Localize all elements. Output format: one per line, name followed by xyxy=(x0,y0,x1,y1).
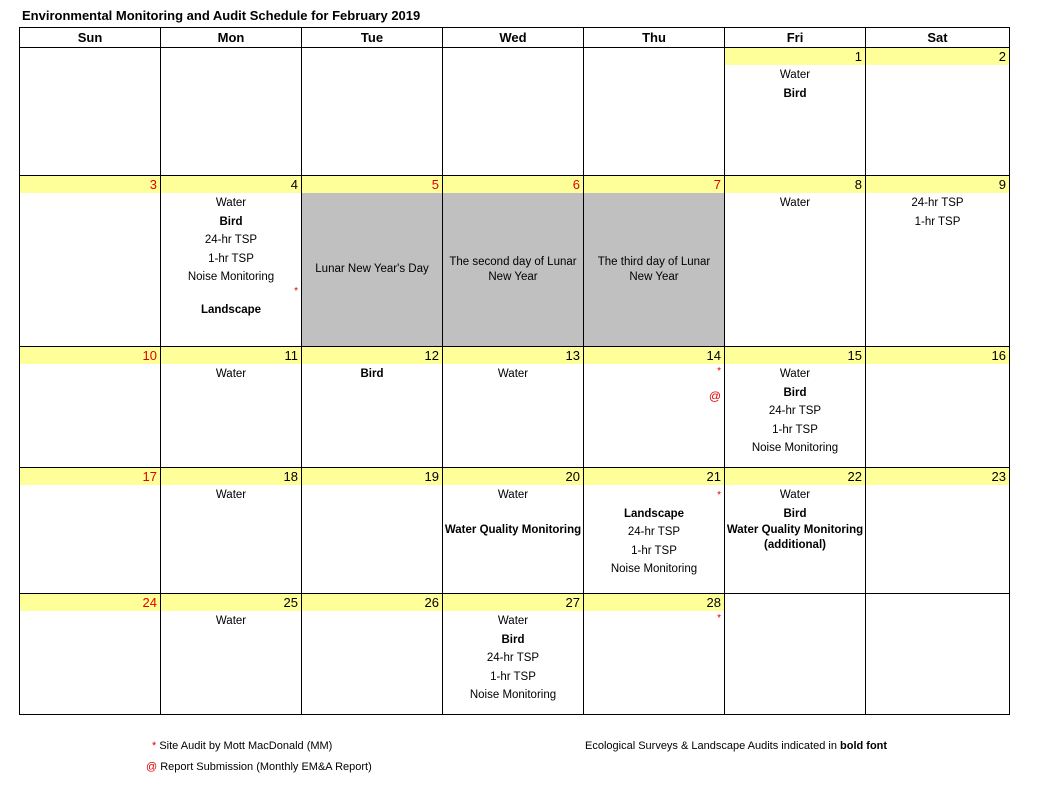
day-cell xyxy=(161,594,302,715)
event-list xyxy=(725,65,865,103)
day-number: 12 xyxy=(302,347,442,364)
event-item: Water xyxy=(497,489,529,501)
event-item: Bird xyxy=(783,386,807,399)
day-cell xyxy=(302,48,443,176)
day-cell xyxy=(584,468,725,594)
weekday-fri: Fri xyxy=(725,28,866,48)
day-number: 23 xyxy=(866,468,1009,485)
day-number: 8 xyxy=(725,176,865,193)
event-list xyxy=(866,193,1009,231)
day-number: 20 xyxy=(443,468,583,485)
page-title: Environmental Monitoring and Audit Schedule for February 2019 xyxy=(22,8,421,23)
event-list xyxy=(725,485,865,553)
day-cell xyxy=(443,468,584,594)
day-cell xyxy=(725,594,866,715)
day-number: 28 xyxy=(584,594,724,611)
weekday-thu: Thu xyxy=(584,28,725,48)
day-number: 11 xyxy=(161,347,301,364)
event-item: 1-hr TSP xyxy=(914,215,961,228)
weekday-sat: Sat xyxy=(866,28,1010,48)
day-number: 22 xyxy=(725,468,865,485)
day-number: 1 xyxy=(725,48,865,65)
week-row xyxy=(20,176,1010,347)
event-item: Noise Monitoring xyxy=(751,442,839,454)
holiday-text: Lunar New Year's Day xyxy=(315,263,429,275)
day-number: 9 xyxy=(866,176,1009,193)
day-number: 14 xyxy=(584,347,724,364)
event-item: Noise Monitoring xyxy=(610,563,698,575)
event-list xyxy=(161,193,301,319)
day-cell xyxy=(302,176,443,347)
day-number: 2 xyxy=(866,48,1009,65)
day-cell xyxy=(725,468,866,594)
event-list xyxy=(725,364,865,458)
event-item: Bird xyxy=(219,215,243,228)
day-number: 6 xyxy=(443,176,583,193)
day-cell xyxy=(443,347,584,468)
event-list xyxy=(443,364,583,384)
legend-site-audit-text: Site Audit by Mott MacDonald (MM) xyxy=(159,740,333,752)
legend-site-audit xyxy=(152,740,332,752)
day-number: 4 xyxy=(161,176,301,193)
event-item: Water xyxy=(215,615,247,627)
at-sign-icon: @ xyxy=(708,389,721,403)
event-item: Noise Monitoring xyxy=(187,271,275,283)
day-cell xyxy=(584,48,725,176)
holiday-label xyxy=(302,193,442,346)
event-item: 1-hr TSP xyxy=(772,423,818,436)
weekday-tue: Tue xyxy=(302,28,443,48)
week-row xyxy=(20,594,1010,715)
asterisk-icon: * xyxy=(294,286,298,297)
at-sign-icon: @ xyxy=(146,761,158,773)
day-number: 26 xyxy=(302,594,442,611)
day-number: 10 xyxy=(20,347,160,364)
day-cell xyxy=(20,347,161,468)
holiday-text: The second day of Lunar New Year xyxy=(449,255,577,283)
legend-report-submission xyxy=(146,761,372,773)
day-number: 25 xyxy=(161,594,301,611)
event-item: Water xyxy=(497,368,529,380)
event-list xyxy=(302,364,442,384)
day-number: 27 xyxy=(443,594,583,611)
day-number: 13 xyxy=(443,347,583,364)
day-cell xyxy=(302,468,443,594)
day-number: 16 xyxy=(866,347,1009,364)
weekday-sun: Sun xyxy=(20,28,161,48)
day-cell xyxy=(20,468,161,594)
event-item: 24-hr TSP xyxy=(204,234,258,246)
event-item: 24-hr TSP xyxy=(486,652,540,664)
asterisk-icon: * xyxy=(717,490,721,501)
event-item: 24-hr TSP xyxy=(627,526,681,538)
day-cell xyxy=(20,176,161,347)
weekday-wed: Wed xyxy=(443,28,584,48)
week-row xyxy=(20,347,1010,468)
day-cell xyxy=(20,48,161,176)
day-number: 18 xyxy=(161,468,301,485)
asterisk-icon: * xyxy=(152,740,157,752)
event-list xyxy=(443,611,583,705)
event-item: Water xyxy=(779,69,811,81)
day-cell xyxy=(866,48,1010,176)
day-number: 5 xyxy=(302,176,442,193)
holiday-label xyxy=(443,193,583,346)
day-number: 7 xyxy=(584,176,724,193)
event-item: Landscape xyxy=(200,303,262,316)
event-item: Water Quality Monitoring xyxy=(444,524,582,536)
event-item: Water Quality Monitoring (additional) xyxy=(726,524,864,551)
day-cell xyxy=(725,48,866,176)
holiday-label xyxy=(584,193,724,346)
day-number: 3 xyxy=(20,176,160,193)
day-cell xyxy=(443,594,584,715)
event-item: 1-hr TSP xyxy=(631,544,677,557)
day-cell xyxy=(302,594,443,715)
day-cell xyxy=(725,347,866,468)
day-cell xyxy=(866,594,1010,715)
event-list xyxy=(161,364,301,384)
legend-report-text: Report Submission (Monthly EM&A Report) xyxy=(160,761,372,773)
legend-bold-note xyxy=(585,740,887,752)
day-cell xyxy=(725,176,866,347)
day-cell xyxy=(161,176,302,347)
event-item: Bird xyxy=(501,633,525,646)
asterisk-icon: * xyxy=(717,613,721,624)
event-item: Water xyxy=(215,489,247,501)
day-cell xyxy=(302,347,443,468)
day-cell xyxy=(161,48,302,176)
event-item: 24-hr TSP xyxy=(911,197,964,209)
event-list xyxy=(584,485,724,579)
day-cell xyxy=(584,594,725,715)
calendar-table xyxy=(19,27,1010,715)
event-item: 24-hr TSP xyxy=(768,405,822,417)
day-cell xyxy=(20,594,161,715)
day-cell xyxy=(584,347,725,468)
legend-bold-note-suffix: font xyxy=(866,740,888,752)
asterisk-icon: * xyxy=(717,366,721,377)
day-cell xyxy=(443,176,584,347)
day-cell xyxy=(443,48,584,176)
weekday-mon: Mon xyxy=(161,28,302,48)
event-item xyxy=(584,486,724,505)
weekday-header-row xyxy=(20,28,1010,48)
day-cell xyxy=(584,176,725,347)
event-list xyxy=(725,193,865,213)
day-cell xyxy=(161,347,302,468)
event-item: Noise Monitoring xyxy=(469,689,557,701)
event-item xyxy=(443,505,583,524)
event-item: Water xyxy=(779,197,811,209)
event-item: Water xyxy=(215,197,247,209)
legend-bold-note-prefix: Ecological Surveys & Landscape Audits indicated in xyxy=(585,740,837,752)
day-number: 17 xyxy=(20,468,160,485)
day-number: 24 xyxy=(20,594,160,611)
day-cell xyxy=(161,468,302,594)
event-item: 1-hr TSP xyxy=(490,670,536,683)
day-number: 19 xyxy=(302,468,442,485)
event-item: 1-hr TSP xyxy=(208,252,254,265)
day-cell xyxy=(866,176,1010,347)
day-number: 21 xyxy=(584,468,724,485)
event-item: Bird xyxy=(783,87,807,100)
week-row xyxy=(20,48,1010,176)
event-item: Water xyxy=(215,368,247,380)
day-number: 15 xyxy=(725,347,865,364)
event-item: Bird xyxy=(360,368,384,380)
holiday-text: The third day of Lunar New Year xyxy=(597,255,711,283)
event-item: Water xyxy=(497,615,529,627)
event-item: Water xyxy=(779,489,811,501)
legend-bold-word: bold xyxy=(840,740,864,752)
event-list xyxy=(443,485,583,538)
event-list xyxy=(161,485,301,505)
week-row xyxy=(20,468,1010,594)
day-cell xyxy=(866,468,1010,594)
day-cell xyxy=(866,347,1010,468)
event-item: Landscape xyxy=(623,507,685,520)
event-list xyxy=(161,611,301,631)
event-item: Bird xyxy=(783,507,807,520)
event-item: Water xyxy=(779,368,811,380)
